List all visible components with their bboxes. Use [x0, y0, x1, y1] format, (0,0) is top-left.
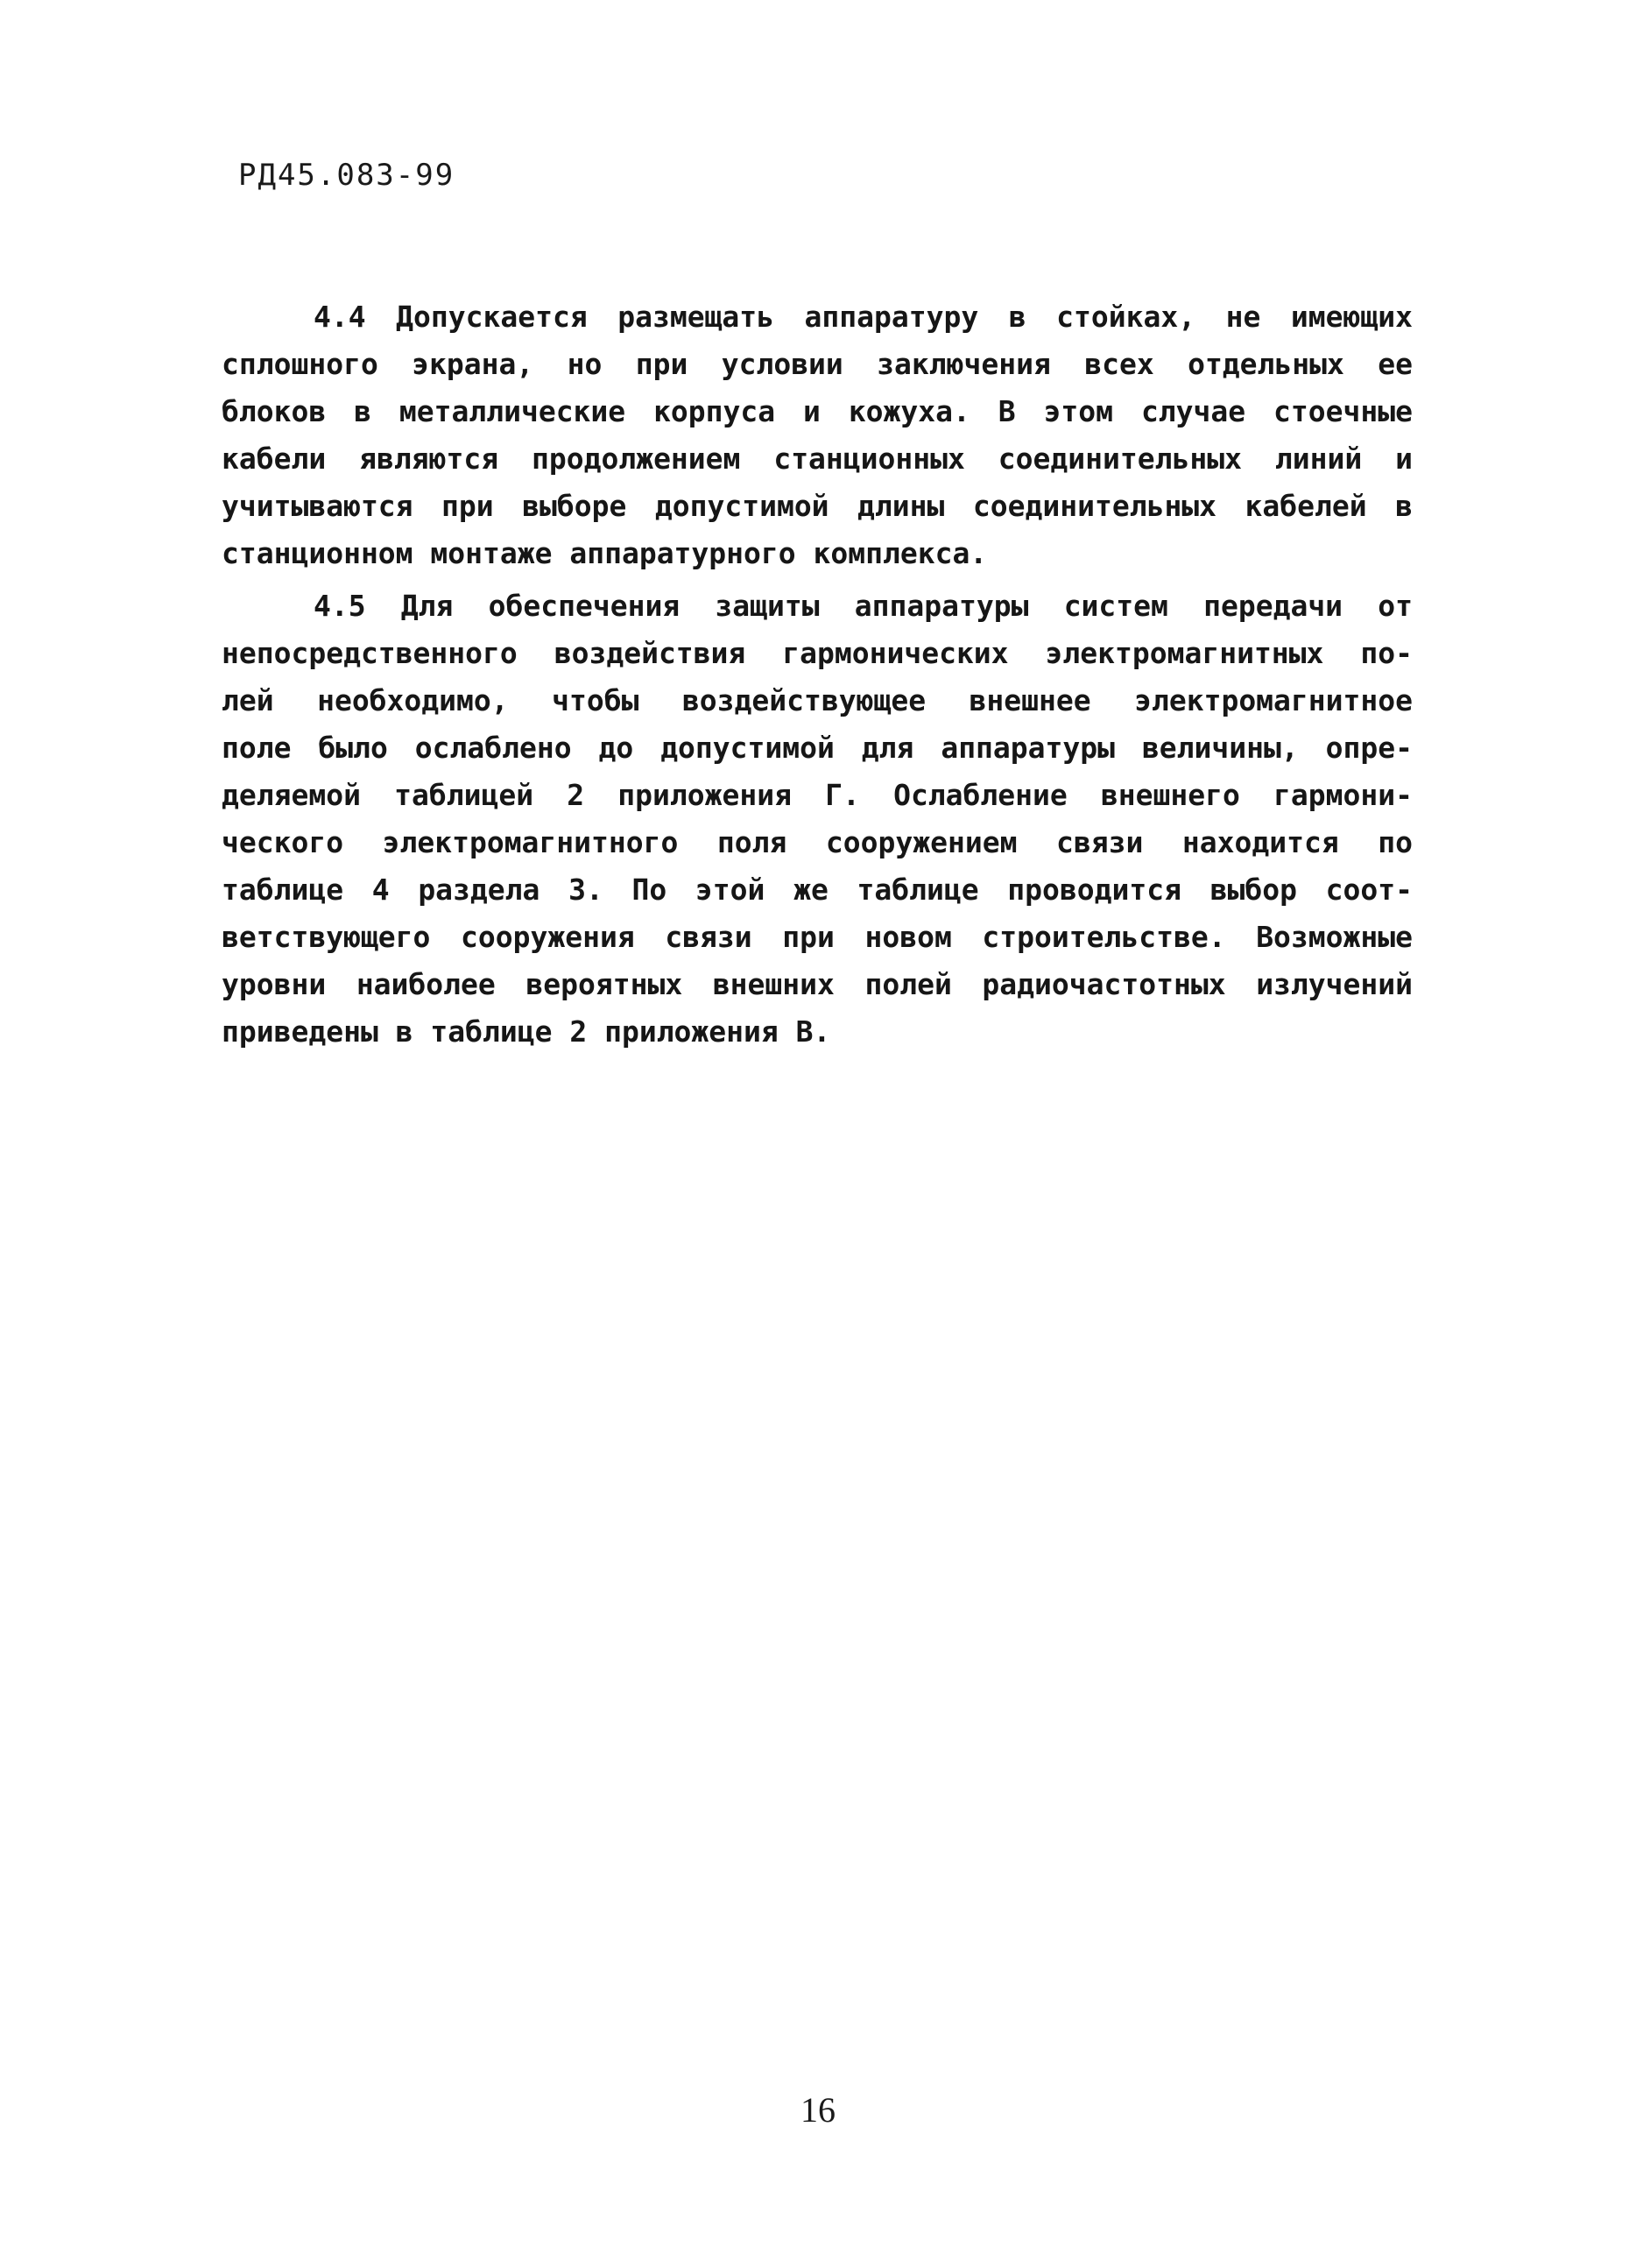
- paragraph-line: уровни наиболее вероятных внешних полей радиочастотных излучений: [222, 967, 1413, 1001]
- paragraph-line: 4.5 Для обеспечения защиты аппаратуры систем передачи от: [314, 589, 1413, 623]
- page-number: 16: [800, 2090, 836, 2130]
- paragraph-line: сплошного экрана, но при условии заключения всех отдельных ее: [222, 347, 1413, 381]
- paragraph-4-4: [222, 293, 1413, 577]
- paragraph-line: таблице 4 раздела 3. По этой же таблице проводится выбор соот-: [222, 873, 1413, 907]
- paragraph-line: кабели являются продолжением станционных соединительных линий и: [222, 442, 1413, 476]
- document-code-header: РД45.083-99: [238, 158, 455, 193]
- paragraph-line: лей необходимо, чтобы воздействующее внешнее электромагнитное: [222, 683, 1413, 717]
- paragraph-line: непосредственного воздействия гармонических электромагнитных по-: [222, 636, 1413, 670]
- paragraph-line: приведены в таблице 2 приложения В.: [222, 1014, 831, 1049]
- paragraph-line: поле было ослаблено до допустимой для аппаратуры величины, опре-: [222, 731, 1413, 765]
- paragraph-line: станционном монтаже аппаратурного комплекса.: [222, 536, 988, 570]
- paragraph-line: блоков в металлические корпуса и кожуха. В этом случае стоечные: [222, 394, 1413, 428]
- paragraph-line: деляемой таблицей 2 приложения Г. Ослабление внешнего гармони-: [222, 778, 1413, 812]
- paragraph-line: 4.4 Допускается размещать аппаратуру в стойках, не имеющих: [314, 300, 1413, 334]
- paragraph-line: учитываются при выборе допустимой длины соединительных кабелей в: [222, 489, 1413, 523]
- paragraph-line: ческого электромагнитного поля сооружением связи находится по: [222, 825, 1413, 859]
- paragraph-4-5: [222, 583, 1413, 1056]
- paragraph-line: ветствующего сооружения связи при новом строительстве. Возможные: [222, 920, 1413, 954]
